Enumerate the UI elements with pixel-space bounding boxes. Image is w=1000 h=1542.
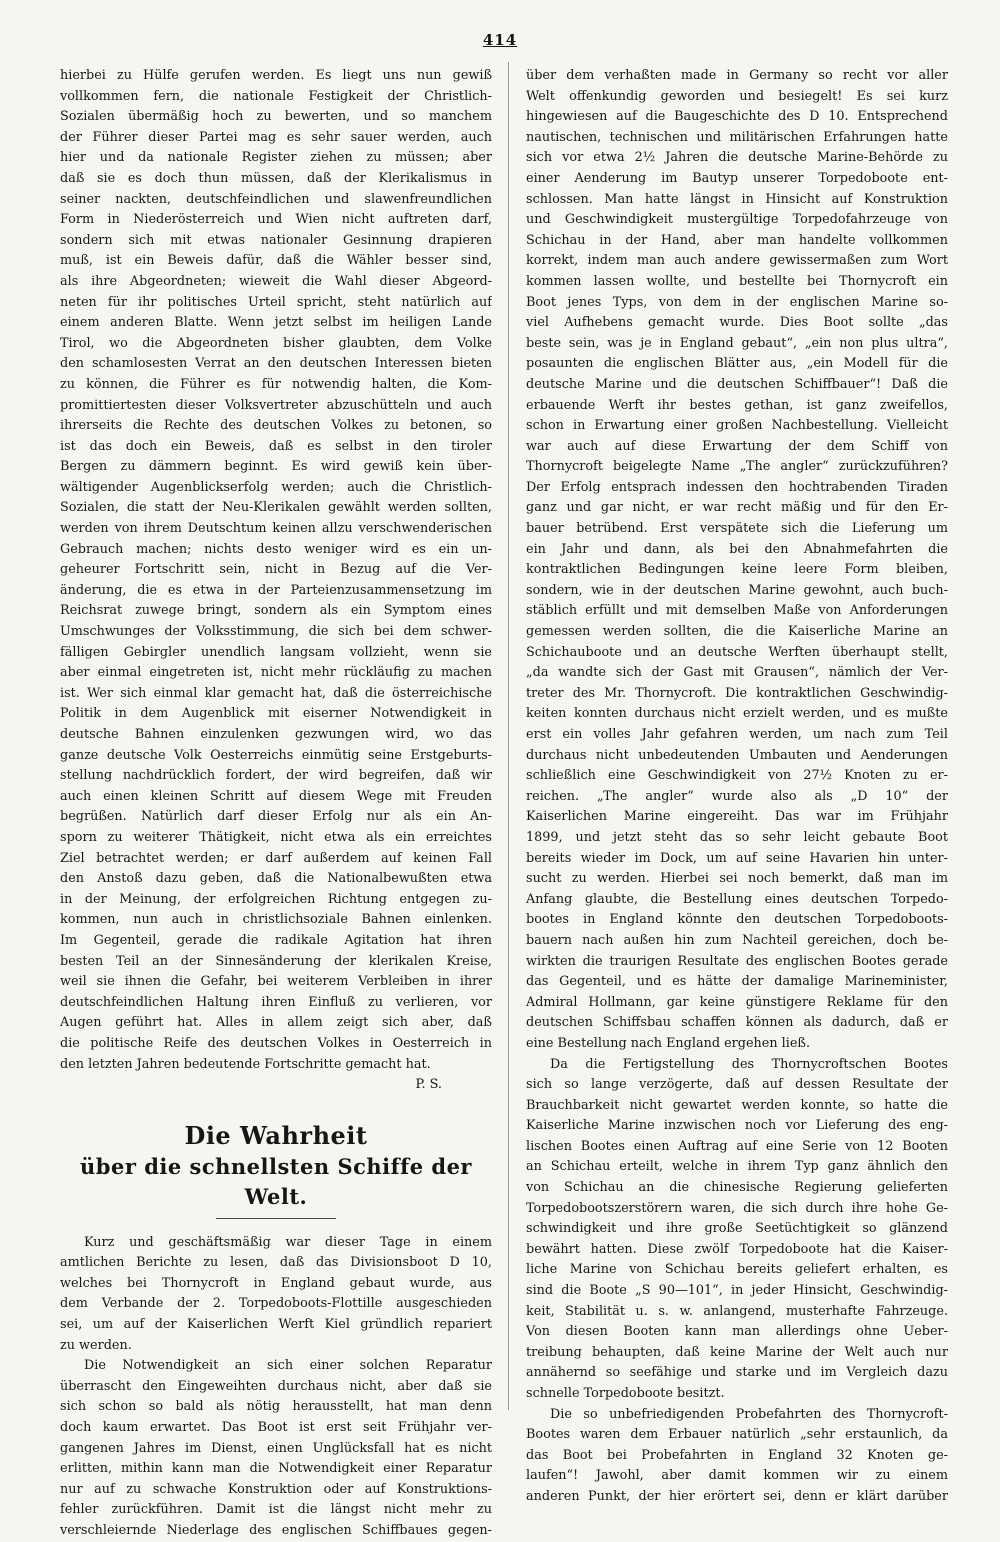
text-line: von Schichau an die chinesische Regierung gelieferten	[526, 1180, 948, 1196]
text-line: bewährt hatten. Diese zwölf Torpedoboote hat die Kaiser-	[526, 1241, 948, 1257]
text-line: sucht zu werden. Hierbei sei noch bemerkt, daß man im	[526, 871, 948, 887]
text-line: weil sie ihnen die Gefahr, bei weiterem Verbleiben in ihrer	[60, 974, 492, 990]
text-line: Im Gegenteil, gerade die radikale Agitation hat ihren	[60, 932, 492, 948]
text-line: sich vor etwa 2½ Jahren die deutsche Marine-Behörde zu	[526, 150, 948, 166]
text-line: neten für ihr politisches Urteil spricht, steht natürlich auf	[60, 294, 492, 310]
text-line: Politik in dem Augenblick mit eiserner Notwendigkeit in	[60, 706, 492, 722]
text-line: Von diesen Booten kann man allerdings ohne Ueber-	[526, 1324, 948, 1340]
text-line: über dem verhaßten made in Germany so recht vor aller	[526, 68, 948, 83]
text-line: gangenen Jahres im Dienst, einen Unglücksfall hat es nicht	[60, 1440, 492, 1456]
text-line: erst ein volles Jahr gefahren werden, um nach zum Teil	[526, 727, 948, 742]
text-line: annähernd so seefähige und starke und im Vergleich dazu	[526, 1365, 948, 1381]
text-line: Sozialen übermäßig hoch zu bewerten, und so manchem	[60, 109, 492, 125]
text-line: an Schichau erteilt, welche in ihrem Typ ganz ähnlich den	[526, 1159, 948, 1175]
text-line: Admiral Hollmann, gar keine günstigere Reklame für den	[526, 994, 948, 1010]
text-line: hier und da nationale Register ziehen zu müssen; aber	[60, 150, 492, 166]
left-paragraph-3	[60, 1356, 492, 1541]
text-line: schlossen. Man hatte längst in Hinsicht auf Konstruktion	[526, 191, 948, 207]
text-line: bereits wieder im Dock, um auf seine Havarien hin unter-	[526, 850, 948, 866]
text-line: und Geschwindigkeit mustergültige Torpedofahrzeuge von	[526, 212, 948, 228]
text-line: sondern sich mit etwas nationaler Gesinnung drapieren	[60, 232, 492, 248]
text-line: Kaiserlichen Marine eingereiht. Das war im Frühjahr	[526, 809, 948, 825]
text-line: Welt offenkundig geworden und besiegelt! Es sei kurz	[526, 88, 948, 104]
text-line: bootes in England könnte den deutschen Torpedoboots-	[526, 912, 948, 928]
text-line: schließlich eine Geschwindigkeit von 27½ Knoten zu er-	[526, 768, 948, 784]
headline-line-2: über die schnellsten Schiffe der Welt.	[80, 1153, 472, 1209]
column-divider	[508, 62, 509, 1410]
text-line: Sozialen, die statt der Neu-Klerikalen gewählt werden sollten,	[60, 500, 492, 516]
text-line: Die Notwendigkeit an sich einer solchen Reparatur	[84, 1358, 492, 1374]
text-line: deutsche Bahnen einzulenken gezwungen wird, wo das	[60, 727, 492, 742]
text-line: den Anstoß dazu geben, daß die Nationalbewußten etwa	[60, 871, 492, 887]
text-line: Schichauboote und an deutsche Werften überhaupt stellt,	[526, 644, 948, 660]
text-line: Der Erfolg entsprach indessen den hochtrabenden Tiraden	[526, 479, 948, 495]
text-line: schnelle Torpedoboote besitzt.	[526, 1386, 725, 1401]
text-line: Ziel betrachtet werden; er darf außerdem auf keinen Fall	[60, 850, 492, 866]
text-line: geheurer Fortschritt sein, nicht in Bezug auf die Ver-	[60, 562, 492, 578]
text-line: Bootes waren dem Erbauer natürlich „sehr erstaunlich, da	[526, 1427, 948, 1443]
left-paragraph-2	[60, 1233, 492, 1357]
text-line: promittiertesten dieser Volksvertreter abzuschütteln und auch	[60, 397, 492, 413]
text-line: Tirol, wo die Abgeordneten bisher glaubten, dem Volke	[60, 335, 492, 351]
text-line: kommen lassen wollte, und bestellte bei Thornycroft ein	[526, 273, 948, 289]
text-line: welches bei Thornycroft in England gebaut wurde, aus	[60, 1275, 492, 1291]
text-line: den schamlosesten Verrat an den deutschen Interessen bieten	[60, 356, 492, 372]
text-line: schon in Erwartung einer großen Nachbestellung. Vielleicht	[526, 418, 948, 434]
right-column	[526, 66, 948, 1508]
text-line: lischen Bootes einen Auftrag auf eine Serie von 12 Booten	[526, 1138, 948, 1154]
text-line: sporn zu weiterer Thätigkeit, nicht etwa als ein erreichtes	[60, 829, 492, 845]
text-line: Die so unbefriedigenden Probefahrten des Thornycroft-	[550, 1406, 948, 1422]
text-line: eine Bestellung nach England ergehen ließ.	[526, 1035, 811, 1051]
text-line: gemessen werden sollten, die die Kaiserliche Marine an	[526, 624, 948, 640]
text-line: durchaus nicht unbedeutenden Umbauten und Aenderungen	[526, 747, 948, 763]
text-line: Kaiserliche Marine inzwischen noch vor Lieferung des eng-	[526, 1118, 948, 1134]
text-line: erlitten, mithin kann man die Notwendigkeit einer Reparatur	[60, 1461, 492, 1477]
text-line: wältigender Augenblickserfolg werden; auch die Christlich-	[60, 479, 492, 495]
text-line: treter des Mr. Thornycroft. Die kontraktlichen Geschwindig-	[526, 685, 948, 701]
text-line: liche Marine von Schichau bereits geliefert erhalten, es	[526, 1262, 948, 1278]
text-line: „da wandte sich der Gast mit Grausen“, nämlich der Ver-	[526, 665, 948, 681]
text-line: besten Teil an der Sinnesänderung der klerikalen Kreise,	[60, 953, 492, 969]
left-paragraph-1	[60, 66, 492, 1075]
text-line: in der Meinung, der erfolgreichen Richtung entgegen zu-	[60, 891, 492, 907]
text-line: korrekt, indem man auch andere gewissermaßen zum Wort	[526, 253, 948, 269]
text-line: deutschfeindlichen Haltung ihren Einfluß zu verlieren, vor	[60, 994, 492, 1010]
text-line: kontraktlichen Bedingungen keine leere Form bleiben,	[526, 562, 948, 578]
text-line: Form in Niederösterreich und Wien nicht auftreten darf,	[60, 212, 492, 228]
text-line: ganze deutsche Volk Oesterreichs einmütig seine Erstgeburts-	[60, 747, 492, 763]
text-line: reichen. „The angler“ wurde also als „D 10“ der	[526, 788, 948, 804]
text-line: laufen“! Jawohl, aber damit kommen wir zu einem	[526, 1468, 948, 1484]
text-line: der Führer dieser Partei mag es sehr sauer werden, auch	[60, 129, 492, 145]
text-line: Brauchbarkeit nicht gewartet werden konnte, so hatte die	[526, 1097, 948, 1113]
text-line: 1899, und jetzt steht das so sehr leicht gebaute Boot	[526, 829, 948, 845]
text-line: zu werden.	[60, 1337, 132, 1353]
text-line: posaunten die englischen Blätter aus, „ein Modell für die	[526, 356, 948, 372]
text-line: stäblich erfüllt und mit demselben Maße von Anforderungen	[526, 603, 948, 619]
text-line: seiner nackten, deutschfeindlichen und slawenfreundlichen	[60, 191, 492, 207]
text-line: vollkommen fern, die nationale Festigkeit der Christlich-	[60, 88, 492, 104]
headline-rule	[216, 1218, 336, 1219]
text-line: aber einmal eingetreten ist, nicht mehr rückläufig zu machen	[60, 665, 492, 681]
text-line: fehler zurückführen. Damit ist die längst nicht mehr zu	[60, 1502, 492, 1518]
text-line: ist das doch ein Beweis, daß es selbst in den tiroler	[60, 438, 492, 454]
text-line: bauern nach außen hin zum Nachteil gereichen, doch be-	[526, 932, 948, 948]
text-line: nur auf zu schwache Konstruktion oder auf Konstruktions-	[60, 1481, 492, 1497]
text-line: stellung nachdrücklich fordert, der wird begreifen, daß wir	[60, 768, 492, 784]
text-line: das Gegenteil, und es hätte der damalige Marineminister,	[526, 974, 948, 990]
text-line: Thornycroft beigelegte Name „The angler“ zurückzuführen?	[526, 459, 948, 475]
text-line: erbauende Werft ihr bestes gethan, ist ganz zweifellos,	[526, 397, 948, 413]
text-line: sich schon so bald als nötig herausstellt, hat man denn	[60, 1399, 492, 1415]
text-line: überrascht den Eingeweihten durchaus nicht, aber daß sie	[60, 1378, 492, 1394]
text-line: Kurz und geschäftsmäßig war dieser Tage in einem	[84, 1234, 492, 1250]
text-line: die politische Reife des deutschen Volkes in Oesterreich in	[60, 1035, 492, 1051]
left-column	[60, 66, 492, 1542]
text-line: als ihre Abgeordneten; wieweit die Wahl dieser Abgeord-	[60, 273, 492, 289]
text-line: einer Aenderung im Bautyp unserer Torpedoboote ent-	[526, 170, 948, 186]
text-line: Da die Fertigstellung des Thornycroftschen Bootes	[550, 1056, 948, 1072]
text-line: schwindigkeit und ihre große Seetüchtigkeit so glänzend	[526, 1221, 948, 1237]
text-line: Boot jenes Typs, von dem in der englischen Marine so-	[526, 294, 948, 310]
right-paragraph-2	[526, 1055, 948, 1405]
text-line: Torpedobootszerstörern waren, die sich durch ihre hohe Ge-	[526, 1200, 948, 1216]
text-line: sei, um auf der Kaiserlichen Werft Kiel gründlich repariert	[60, 1317, 492, 1333]
text-line: verschleiernde Niederlage des englischen Schiffbaues gegen-	[60, 1523, 492, 1538]
text-line: Umschwunges der Volksstimmung, die sich bei dem schwer-	[60, 624, 492, 640]
text-line: kommen, nun auch in christlichsoziale Bahnen einlenken.	[60, 912, 492, 928]
author-signature: P. S.	[415, 1077, 442, 1093]
text-line: Anfang glaubte, die Bestellung eines deutschen Torpedo-	[526, 891, 948, 907]
article-headline	[60, 1120, 492, 1219]
text-line: keit, Stabilität u. s. w. anlangend, musterhafte Fahrzeuge.	[526, 1303, 948, 1319]
text-line: keiten konnten durchaus nicht erzielt werden, und es mußte	[526, 706, 948, 722]
text-line: änderung, die es etwa in der Parteienzusammensetzung im	[60, 582, 492, 598]
text-line: einem anderen Blatte. Wenn jetzt selbst im heiligen Lande	[60, 315, 492, 331]
right-paragraph-1	[526, 66, 948, 1055]
text-line: dem Verbande der 2. Torpedoboots-Flottille ausgeschieden	[60, 1296, 492, 1312]
text-line: wirkten die traurigen Resultate des englischen Bootes gerade	[526, 953, 948, 969]
text-line: beste sein, was je in England gebaut“, „ein non plus ultra“,	[526, 335, 948, 351]
text-line: anderen Punkt, der hier erörtert sei, denn er klärt darüber	[526, 1488, 948, 1504]
text-line: viel Aufhebens gemacht wurde. Dies Boot sollte „das	[526, 315, 948, 331]
text-line: sich so lange verzögerte, daß auf dessen Resultate der	[526, 1077, 948, 1093]
text-line: ganz und gar nicht, er war recht mäßig und für den Er-	[526, 500, 948, 516]
text-line: doch kaum erwartet. Das Boot ist erst seit Frühjahr ver-	[60, 1420, 492, 1436]
text-line: ihrerseits die Rechte des deutschen Volkes zu betonen, so	[60, 418, 492, 434]
text-line: muß, ist ein Beweis dafür, daß die Wähler besser sind,	[60, 253, 492, 269]
text-line: Schichau in der Hand, aber man handelte vollkommen	[526, 232, 948, 248]
text-line: auch einen kleinen Schritt auf diesem Wege mit Freuden	[60, 788, 492, 804]
text-line: bauer betrübend. Erst verspätete sich die Lieferung um	[526, 521, 948, 537]
text-line: ist. Wer sich einmal klar gemacht hat, daß die österreichische	[60, 685, 492, 701]
text-line: deutschen Schiffsbau schaffen können als dadurch, daß er	[526, 1015, 948, 1031]
text-line: hingewiesen auf die Baugeschichte des D 10. Entsprechend	[526, 109, 948, 125]
text-line: begrüßen. Natürlich darf dieser Erfolg nur als ein An-	[60, 809, 492, 825]
right-paragraph-3	[526, 1405, 948, 1508]
text-line: amtlichen Berichte zu lesen, daß das Divisionsboot D 10,	[60, 1255, 492, 1271]
text-line: Gebrauch machen; nichts desto weniger wird es ein un-	[60, 541, 492, 557]
text-line: deutsche Marine und die deutschen Schiffbauer“! Daß die	[526, 376, 948, 392]
text-line: Bergen zu dämmern beginnt. Es wird gewiß kein über-	[60, 459, 492, 475]
text-line: Augen geführt hat. Alles in allem zeigt sich aber, daß	[60, 1015, 492, 1031]
text-line: fälligen Gebirgler unendlich langsam vollzieht, wenn sie	[60, 644, 492, 660]
text-line: den letzten Jahren bedeutende Fortschritte gemacht hat.	[60, 1056, 431, 1072]
text-line: hierbei zu Hülfe gerufen werden. Es liegt uns nun gewiß	[60, 68, 492, 83]
page-number: 414	[482, 31, 518, 49]
text-line: ein Jahr und dann, als bei den Abnahmefahrten die	[526, 541, 948, 557]
text-line: werden von ihrem Deutschtum keinen allzu verschwenderischen	[60, 521, 492, 537]
text-line: sondern, wie in der deutschen Marine gewohnt, auch buch-	[526, 582, 948, 598]
text-line: daß sie es doch thun müssen, daß der Klerikalismus in	[60, 170, 492, 186]
text-line: zu können, die Führer es für notwendig halten, die Kom-	[60, 376, 492, 392]
text-line: treibung behaupten, daß keine Marine der Welt auch nur	[526, 1344, 948, 1360]
text-line: sind die Boote „S 90—101“, in jeder Hinsicht, Geschwindig-	[526, 1283, 948, 1299]
text-line: das Boot bei Probefahrten in England 32 Knoten ge-	[526, 1447, 948, 1463]
text-line: Reichsrat zuwege bringt, sondern als ein Symptom eines	[60, 603, 492, 619]
text-line: nautischen, technischen und militärischen Erfahrungen hatte	[526, 129, 948, 145]
headline-line-1: Die Wahrheit	[184, 1120, 368, 1150]
text-line: war auch auf diese Erwartung der dem Schiff von	[526, 438, 948, 454]
